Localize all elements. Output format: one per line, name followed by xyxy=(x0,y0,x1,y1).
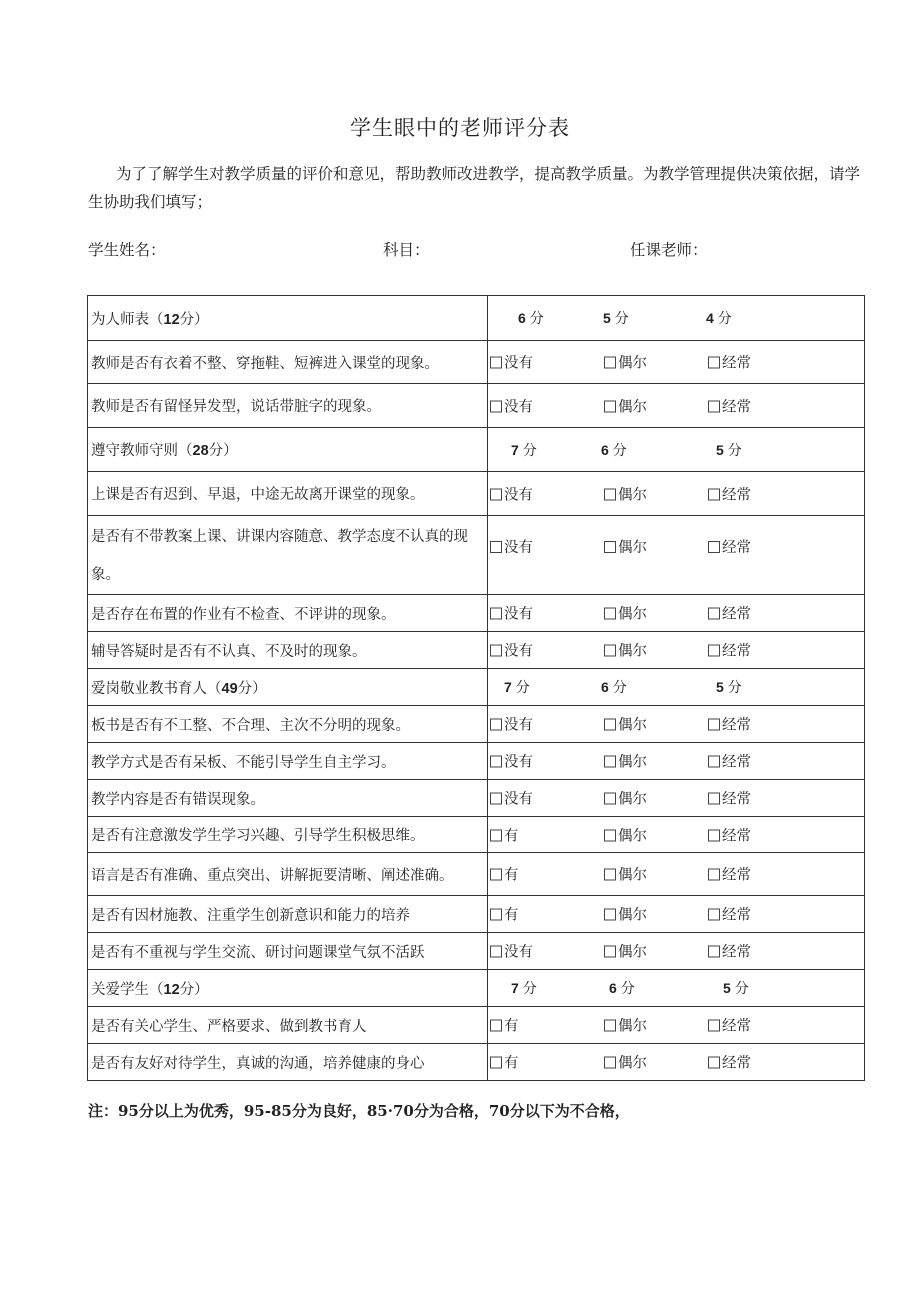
score-cell xyxy=(488,428,865,472)
score-unit: 分 xyxy=(717,311,732,327)
checkbox-icon[interactable] xyxy=(604,1057,616,1069)
question-text: 是否有不重视与学生交流、研讨问题课堂气氛不活跃 xyxy=(88,933,488,970)
section-label-tail: 分） xyxy=(237,680,267,697)
checkbox-icon[interactable] xyxy=(708,357,720,369)
option-often[interactable] xyxy=(708,864,751,885)
score-unit: 分 xyxy=(614,311,629,327)
option-none[interactable] xyxy=(490,640,533,661)
option-label: 经常 xyxy=(722,867,751,884)
option-often[interactable] xyxy=(708,714,751,735)
checkbox-icon[interactable] xyxy=(708,946,720,958)
option-label: 偶尔 xyxy=(618,399,647,415)
option-label: 经常 xyxy=(722,791,751,808)
option-label: 偶尔 xyxy=(618,355,647,372)
question-row xyxy=(88,1007,865,1044)
score-option xyxy=(706,308,732,328)
checkbox-icon[interactable] xyxy=(490,357,502,369)
checkbox-icon[interactable] xyxy=(490,1057,502,1069)
question-row xyxy=(88,933,865,970)
option-often[interactable] xyxy=(708,824,751,845)
score-unit: 分 xyxy=(529,311,544,327)
section-label: 为人师表（ xyxy=(91,311,164,328)
option-sometimes[interactable] xyxy=(604,640,647,661)
checkbox-icon[interactable] xyxy=(490,793,502,805)
option-none[interactable] xyxy=(490,603,533,624)
score-value: 4 xyxy=(706,310,714,326)
option-label: 经常 xyxy=(722,399,751,415)
score-option xyxy=(601,440,627,460)
score-option xyxy=(716,440,742,460)
score-unit: 分 xyxy=(620,981,635,997)
options-cell xyxy=(488,896,865,933)
question-text: 语言是否有准确、重点突出、讲解扼要清晰、阐述准确。 xyxy=(88,853,488,896)
option-label: 有 xyxy=(504,1018,519,1035)
section-row xyxy=(88,970,865,1007)
option-label: 经常 xyxy=(722,828,751,844)
option-often[interactable] xyxy=(708,751,751,772)
option-label: 偶尔 xyxy=(618,791,647,808)
option-none[interactable] xyxy=(490,483,533,504)
options-cell xyxy=(488,516,865,595)
option-label: 偶尔 xyxy=(618,1018,647,1035)
option-label: 偶尔 xyxy=(618,1055,647,1072)
score-unit: 分 xyxy=(522,981,537,997)
option-often[interactable] xyxy=(708,640,751,661)
option-often[interactable] xyxy=(708,603,751,624)
checkbox-icon[interactable] xyxy=(490,946,502,958)
option-label: 没有 xyxy=(504,791,533,808)
question-row xyxy=(88,817,865,853)
checkbox-icon[interactable] xyxy=(604,793,616,805)
option-often[interactable] xyxy=(708,788,751,809)
option-label: 没有 xyxy=(504,355,533,372)
option-label: 偶尔 xyxy=(618,907,647,924)
checkbox-icon[interactable] xyxy=(604,869,616,881)
score-unit: 分 xyxy=(612,442,627,459)
question-row xyxy=(88,743,865,780)
checkbox-icon[interactable] xyxy=(490,400,502,412)
question-row xyxy=(88,472,865,516)
option-label: 有 xyxy=(504,828,519,844)
score-option xyxy=(504,677,530,697)
option-label: 经常 xyxy=(722,907,751,924)
question-text: 教师是否有衣着不整、穿拖鞋、短裤进入课堂的现象。 xyxy=(88,341,488,384)
student-name-label: 学生姓名： xyxy=(88,241,166,259)
option-label: 偶尔 xyxy=(618,606,647,623)
section-label-tail: 分） xyxy=(179,311,209,328)
question-row xyxy=(88,384,865,428)
option-label: 没有 xyxy=(504,754,533,771)
option-often[interactable] xyxy=(708,483,751,504)
score-value: 7 xyxy=(511,441,519,458)
question-text: 上课是否有迟到、早退，中途无故离开课堂的现象。 xyxy=(88,472,488,516)
option-label: 没有 xyxy=(504,399,533,415)
checkbox-icon[interactable] xyxy=(490,829,502,841)
checkbox-icon[interactable] xyxy=(604,756,616,768)
question-row xyxy=(88,853,865,896)
options-cell xyxy=(488,743,865,780)
question-row xyxy=(88,516,865,595)
option-sometimes[interactable] xyxy=(604,788,647,809)
options-cell xyxy=(488,632,865,669)
options-cell xyxy=(488,384,865,428)
checkbox-icon[interactable] xyxy=(490,608,502,620)
checkbox-icon[interactable] xyxy=(490,909,502,921)
question-row xyxy=(88,1044,865,1081)
option-none[interactable] xyxy=(490,864,519,885)
option-often[interactable] xyxy=(708,941,751,962)
question-text: 是否有友好对待学生，真诚的沟通，培养健康的身心 xyxy=(88,1044,488,1081)
option-none[interactable] xyxy=(490,751,533,772)
option-label: 偶尔 xyxy=(618,944,647,961)
section-label: 遵守教师守则（ xyxy=(91,443,193,459)
checkbox-icon[interactable] xyxy=(708,909,720,921)
option-label: 经常 xyxy=(722,540,751,556)
option-label: 有 xyxy=(504,907,519,924)
score-unit: 分 xyxy=(734,981,749,997)
checkbox-icon[interactable] xyxy=(708,869,720,881)
option-label: 有 xyxy=(504,867,519,884)
section-points: 49 xyxy=(221,680,238,697)
question-text: 是否有关心学生、严格要求、做到教书育人 xyxy=(88,1007,488,1044)
checkbox-icon[interactable] xyxy=(604,400,616,412)
options-cell xyxy=(488,1044,865,1081)
option-none[interactable] xyxy=(490,941,533,962)
section-label: 关爱学生（ xyxy=(91,981,164,998)
option-label: 经常 xyxy=(722,1018,751,1035)
option-label: 偶尔 xyxy=(618,643,647,660)
option-label: 偶尔 xyxy=(618,867,647,884)
option-label: 有 xyxy=(504,1055,519,1072)
score-option xyxy=(601,677,627,697)
option-label: 没有 xyxy=(504,717,533,734)
option-sometimes[interactable] xyxy=(604,1052,647,1073)
option-none[interactable] xyxy=(490,904,519,925)
option-label: 没有 xyxy=(504,540,533,556)
question-row xyxy=(88,706,865,743)
checkbox-icon[interactable] xyxy=(604,541,616,553)
section-title xyxy=(88,669,488,706)
option-label: 经常 xyxy=(722,1055,751,1072)
score-value: 7 xyxy=(504,679,512,695)
intro-paragraph: 为了了解学生对教学质量的评价和意见，帮助教师改进教学，提高教学质量。为教学管理提供决策依据，请学生协助我们填写； xyxy=(88,165,861,211)
checkbox-icon[interactable] xyxy=(708,793,720,805)
option-sometimes[interactable] xyxy=(604,483,647,504)
option-sometimes[interactable] xyxy=(604,864,647,885)
question-text: 辅导答疑时是否有不认真、不及时的现象。 xyxy=(88,632,488,669)
option-sometimes[interactable] xyxy=(604,603,647,624)
option-sometimes[interactable] xyxy=(604,824,647,845)
option-label: 没有 xyxy=(504,944,533,961)
question-row xyxy=(88,780,865,817)
question-text: 是否有注意激发学生学习兴趣、引导学生积极思维。 xyxy=(88,817,488,853)
option-often[interactable] xyxy=(708,352,751,373)
option-label: 偶尔 xyxy=(618,717,647,734)
question-text: 教学方式是否有呆板、不能引导学生自主学习。 xyxy=(88,743,488,780)
option-sometimes[interactable] xyxy=(604,941,647,962)
option-label: 偶尔 xyxy=(618,754,647,771)
score-value: 5 xyxy=(716,441,724,458)
score-value: 7 xyxy=(511,980,519,996)
options-cell xyxy=(488,817,865,853)
option-often[interactable] xyxy=(708,1052,751,1073)
checkbox-icon[interactable] xyxy=(490,869,502,881)
options-cell xyxy=(488,341,865,384)
option-sometimes[interactable] xyxy=(604,395,647,416)
checkbox-icon[interactable] xyxy=(490,488,502,500)
option-often[interactable] xyxy=(708,536,751,557)
option-label: 经常 xyxy=(722,606,751,623)
option-none[interactable] xyxy=(490,1015,519,1036)
section-label-tail: 分） xyxy=(208,443,238,459)
question-text: 是否有不带教案上课、讲课内容随意、教学态度不认真的现象。 xyxy=(88,516,488,595)
checkbox-icon[interactable] xyxy=(708,645,720,657)
checkbox-icon[interactable] xyxy=(708,756,720,768)
section-title xyxy=(88,970,488,1007)
question-row xyxy=(88,632,865,669)
score-cell xyxy=(488,669,865,706)
section-row xyxy=(88,296,865,341)
option-sometimes[interactable] xyxy=(604,751,647,772)
section-row xyxy=(88,428,865,472)
option-sometimes[interactable] xyxy=(604,904,647,925)
checkbox-icon[interactable] xyxy=(604,909,616,921)
option-none[interactable] xyxy=(490,788,533,809)
score-option xyxy=(511,978,537,998)
section-label: 爱岗敬业教书育人（ xyxy=(91,680,222,697)
checkbox-icon[interactable] xyxy=(708,488,720,500)
score-option xyxy=(609,978,635,998)
options-cell xyxy=(488,472,865,516)
options-cell xyxy=(488,595,865,632)
score-value: 6 xyxy=(609,980,617,996)
option-label: 偶尔 xyxy=(618,487,647,503)
option-none[interactable] xyxy=(490,824,519,845)
score-value: 5 xyxy=(603,310,611,326)
section-points: 12 xyxy=(163,311,180,328)
scoring-note: 注：95分以上为优秀，95-85分为良好，85·70分为合格，70分以下为不合格， xyxy=(88,1102,630,1120)
option-none[interactable] xyxy=(490,352,533,373)
score-option xyxy=(603,308,629,328)
checkbox-icon[interactable] xyxy=(708,829,720,841)
question-row xyxy=(88,341,865,384)
options-cell xyxy=(488,933,865,970)
option-none[interactable] xyxy=(490,395,533,416)
checkbox-icon[interactable] xyxy=(490,541,502,553)
option-label: 没有 xyxy=(504,487,533,503)
checkbox-icon[interactable] xyxy=(708,1020,720,1032)
score-value: 6 xyxy=(518,310,526,326)
option-label: 经常 xyxy=(722,944,751,961)
checkbox-icon[interactable] xyxy=(708,400,720,412)
evaluation-table xyxy=(87,295,865,1081)
checkbox-icon[interactable] xyxy=(490,756,502,768)
option-label: 经常 xyxy=(722,754,751,771)
option-label: 经常 xyxy=(722,717,751,734)
options-cell xyxy=(488,780,865,817)
score-value: 6 xyxy=(601,679,609,695)
score-option xyxy=(518,308,544,328)
option-label: 偶尔 xyxy=(618,540,647,556)
checkbox-icon[interactable] xyxy=(708,1057,720,1069)
checkbox-icon[interactable] xyxy=(604,946,616,958)
score-unit: 分 xyxy=(515,680,530,696)
checkbox-icon[interactable] xyxy=(708,541,720,553)
checkbox-icon[interactable] xyxy=(604,829,616,841)
question-row xyxy=(88,595,865,632)
score-unit: 分 xyxy=(727,680,742,696)
options-cell xyxy=(488,706,865,743)
option-label: 偶尔 xyxy=(618,828,647,844)
option-none[interactable] xyxy=(490,536,533,557)
option-often[interactable] xyxy=(708,904,751,925)
options-cell xyxy=(488,853,865,896)
option-sometimes[interactable] xyxy=(604,536,647,557)
checkbox-icon[interactable] xyxy=(604,357,616,369)
option-none[interactable] xyxy=(490,714,533,735)
option-sometimes[interactable] xyxy=(604,714,647,735)
score-cell xyxy=(488,970,865,1007)
score-unit: 分 xyxy=(522,442,537,459)
section-row xyxy=(88,669,865,706)
option-sometimes[interactable] xyxy=(604,1015,647,1036)
checkbox-icon[interactable] xyxy=(604,645,616,657)
checkbox-icon[interactable] xyxy=(604,488,616,500)
score-value: 6 xyxy=(601,441,609,458)
score-cell xyxy=(488,296,865,341)
option-sometimes[interactable] xyxy=(604,352,647,373)
options-cell xyxy=(488,1007,865,1044)
option-often[interactable] xyxy=(708,1015,751,1036)
section-title xyxy=(88,428,488,472)
question-text: 是否存在布置的作业有不检查、不评讲的现象。 xyxy=(88,595,488,632)
checkbox-icon[interactable] xyxy=(490,719,502,731)
score-option xyxy=(511,440,537,460)
checkbox-icon[interactable] xyxy=(604,1020,616,1032)
option-label: 经常 xyxy=(722,643,751,660)
section-label-tail: 分） xyxy=(179,981,209,998)
question-text: 教师是否有留怪异发型，说话带脏字的现象。 xyxy=(88,384,488,428)
option-often[interactable] xyxy=(708,395,751,416)
score-option xyxy=(716,677,742,697)
score-unit: 分 xyxy=(727,442,742,459)
option-label: 没有 xyxy=(504,643,533,660)
section-title xyxy=(88,296,488,341)
section-points: 12 xyxy=(163,981,180,998)
option-label: 没有 xyxy=(504,606,533,623)
score-value: 5 xyxy=(716,679,724,695)
checkbox-icon[interactable] xyxy=(490,1020,502,1032)
checkbox-icon[interactable] xyxy=(490,645,502,657)
checkbox-icon[interactable] xyxy=(708,608,720,620)
checkbox-icon[interactable] xyxy=(604,608,616,620)
page-title: 学生眼中的老师评分表 xyxy=(350,116,570,140)
question-text: 教学内容是否有错误现象。 xyxy=(88,780,488,817)
option-label: 经常 xyxy=(722,487,751,503)
checkbox-icon[interactable] xyxy=(604,719,616,731)
score-option xyxy=(723,978,749,998)
teacher-label: 任课老师： xyxy=(630,241,708,259)
question-text: 是否有因材施教、注重学生创新意识和能力的培养 xyxy=(88,896,488,933)
option-none[interactable] xyxy=(490,1052,519,1073)
checkbox-icon[interactable] xyxy=(708,719,720,731)
score-value: 5 xyxy=(723,980,731,996)
question-row xyxy=(88,896,865,933)
option-label: 经常 xyxy=(722,355,751,372)
score-unit: 分 xyxy=(612,680,627,696)
subject-label: 科目： xyxy=(383,241,430,259)
section-points: 28 xyxy=(192,443,209,459)
question-text: 板书是否有不工整、不合理、主次不分明的现象。 xyxy=(88,706,488,743)
